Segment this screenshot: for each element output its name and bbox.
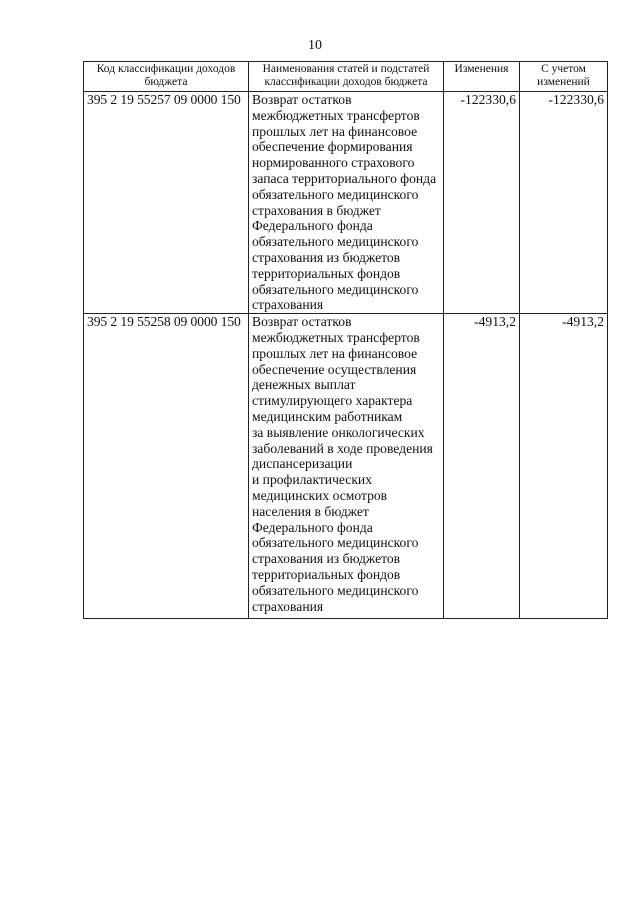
row-name-line: обеспечение формирования <box>252 139 413 155</box>
header-item-name: Наименования статей и подстатей классификации доходов бюджета <box>249 62 444 92</box>
row-total: -122330,6 <box>520 92 608 314</box>
row-name-line: обязательного медицинского <box>252 535 419 551</box>
row-name-line: территориальных фондов <box>252 265 401 281</box>
table-row <box>84 92 608 314</box>
row-name-line: и профилактических <box>252 472 373 488</box>
budget-revenue-table <box>83 61 608 619</box>
header-with-changes: С учетом изменений <box>520 62 608 92</box>
row-name-line: за выявление онкологических <box>252 424 425 440</box>
row-name-line: страхования из бюджетов <box>252 249 401 265</box>
header-classification-code: Код классификации доходов бюджета <box>84 62 249 92</box>
row-name-line: обязательного медицинского <box>252 281 419 297</box>
row-name <box>249 92 444 314</box>
row-name-line: Федерального фонда <box>252 218 373 234</box>
row-name-line: страхования в бюджет <box>252 202 381 218</box>
row-name-line: межбюджетных трансфертов <box>252 107 420 123</box>
row-name-line: прошлых лет на финансовое <box>252 345 418 361</box>
row-code: 395 2 19 55258 09 0000 150 <box>84 314 249 619</box>
row-name-line: страхования из бюджетов <box>252 551 401 567</box>
row-name-line: денежных выплат <box>252 377 356 393</box>
row-name-line: запаса территориального фонда <box>252 170 437 186</box>
row-name-line: медицинских осмотров <box>252 487 388 503</box>
row-name-line: межбюджетных трансфертов <box>252 329 420 345</box>
row-name-line: стимулирующего характера <box>252 393 413 409</box>
page-number: 10 <box>308 38 322 53</box>
row-name-line: страхования <box>252 598 324 614</box>
row-change: -122330,6 <box>444 92 520 314</box>
row-name-line: обязательного медицинского <box>252 582 419 598</box>
header-changes: Изменения <box>444 62 520 92</box>
table-header-row <box>84 62 608 92</box>
row-name-line: диспансеризации <box>252 456 353 472</box>
table-row <box>84 314 608 619</box>
row-name-line: нормированного страхового <box>252 155 415 171</box>
row-name <box>249 314 444 619</box>
row-change: -4913,2 <box>444 314 520 619</box>
row-name-line: территориальных фондов <box>252 566 401 582</box>
row-total: -4913,2 <box>520 314 608 619</box>
row-name-line: страхования <box>252 297 324 313</box>
row-code: 395 2 19 55257 09 0000 150 <box>84 92 249 314</box>
row-name-line: прошлых лет на финансовое <box>252 123 418 139</box>
row-name-line: Возврат остатков <box>252 314 352 330</box>
row-name-line: медицинским работникам <box>252 408 403 424</box>
row-name-line: обеспечение осуществления <box>252 361 417 377</box>
row-name-line: населения в бюджет <box>252 503 369 519</box>
row-name-line: обязательного медицинского <box>252 234 419 250</box>
row-name-line: Федерального фонда <box>252 519 373 535</box>
row-name-line: обязательного медицинского <box>252 186 419 202</box>
row-name-line: заболеваний в ходе проведения <box>252 440 433 456</box>
row-name-line: Возврат остатков <box>252 92 352 107</box>
